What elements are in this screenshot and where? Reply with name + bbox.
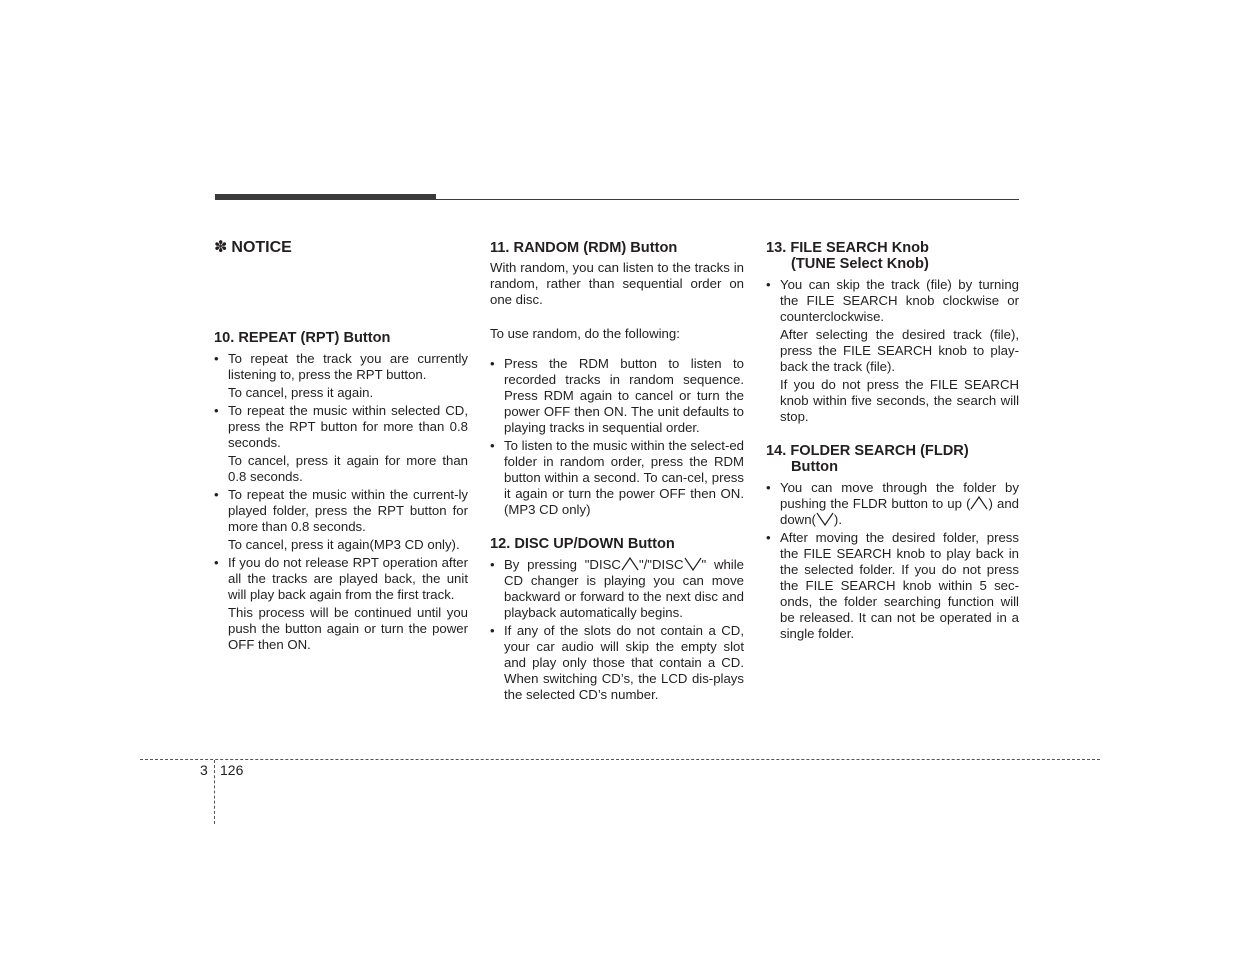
column-3 [766, 236, 1019, 644]
up-arrow-icon [621, 557, 639, 571]
up-arrow-icon [970, 496, 988, 510]
column-1 [214, 236, 468, 655]
list-item-note: To cancel, press it again for more than 0.8 seconds. [228, 453, 468, 484]
footer-divider [140, 759, 1100, 760]
list-item: • To repeat the track you are currently listening to, press the RPT button. [214, 351, 468, 383]
list-item-note: To cancel, press it again(MP3 CD only). [228, 537, 460, 552]
list-item-note: After selecting the desired track (file), press the FILE SEARCH knob to play-back the track (file). [780, 327, 1019, 374]
section-14-list [766, 480, 1019, 642]
section-11-intro: With random, you can listen to the tracks in random, rather than sequential order on one disc. [490, 260, 744, 307]
list-item: • By pressing "DISC "/"DISC " while CD changer is playing you can move backward or forward to the next disc and playback automatically begins. [490, 557, 744, 621]
list-item: • To repeat the music within selected CD, press the RPT button for more than 0.8 seconds. [214, 403, 468, 451]
section-10-title: 10. REPEAT (RPT) Button [214, 330, 391, 346]
column-2 [490, 236, 744, 705]
header-rule-thin [215, 199, 1019, 200]
notice-label: NOTICE [231, 239, 292, 256]
list-item: • You can move through the folder by pushing the FLDR button to up ( ) and down( ). [766, 480, 1019, 528]
section-14-title: 14. FOLDER SEARCH (FLDR) Button [766, 443, 969, 475]
list-item: • Press the RDM button to listen to recorded tracks in random sequence. Press RDM again to cancel or turn the power OFF then ON. The unit defaults to playing tracks in sequential order. [490, 356, 744, 436]
down-arrow-icon [684, 557, 702, 571]
section-12-list [490, 557, 744, 703]
list-item: • To listen to the music within the select-ed folder in random order, press the RDM button within a second. To can-cel, press it again or turn the power OFF then ON. (MP3 CD only) [490, 438, 744, 518]
section-13-list [766, 277, 1019, 425]
section-10-list [214, 351, 468, 653]
list-item: • You can skip the track (file) by turning the FILE SEARCH knob clockwise or counterclockwise. [766, 277, 1019, 325]
page-number: 126 [220, 762, 244, 778]
footer-vertical-divider [214, 760, 215, 824]
down-arrow-icon [816, 512, 834, 526]
section-11-howto: To use random, do the following: [490, 326, 680, 341]
section-12-title: 12. DISC UP/DOWN Button [490, 536, 675, 552]
section-11-title: 11. RANDOM (RDM) Button [490, 240, 678, 256]
list-item: • If you do not release RPT operation after all the tracks are played back, the unit will play back again from the first track. [214, 555, 468, 603]
section-11-list [490, 356, 744, 518]
list-item: • To repeat the music within the current-ly played folder, press the RPT button for more than 0.8 seconds. [214, 487, 468, 535]
notice-heading [214, 236, 468, 260]
chapter-number: 3 [200, 762, 208, 778]
list-item-note: This process will be continued until you push the button again or turn the power OFF then ON. [228, 605, 468, 652]
list-item: • If any of the slots do not contain a CD, your car audio will skip the empty slot and play only those that contain a CD. When switching CD’s, the LCD dis-plays the selected CD’s number. [490, 623, 744, 703]
list-item: • After moving the desired folder, press the FILE SEARCH knob to play back in the selected folder. If you do not press the FILE SEARCH knob within 5 sec-onds, the folder searching function will be released. It can not be operated in a single folder. [766, 530, 1019, 642]
notice-star-icon: ✽ [214, 239, 228, 256]
list-item-note: If you do not press the FILE SEARCH knob within five seconds, the search will stop. [780, 377, 1019, 424]
list-item-note: To cancel, press it again. [228, 385, 374, 400]
section-13-title: 13. FILE SEARCH Knob (TUNE Select Knob) [766, 240, 929, 272]
